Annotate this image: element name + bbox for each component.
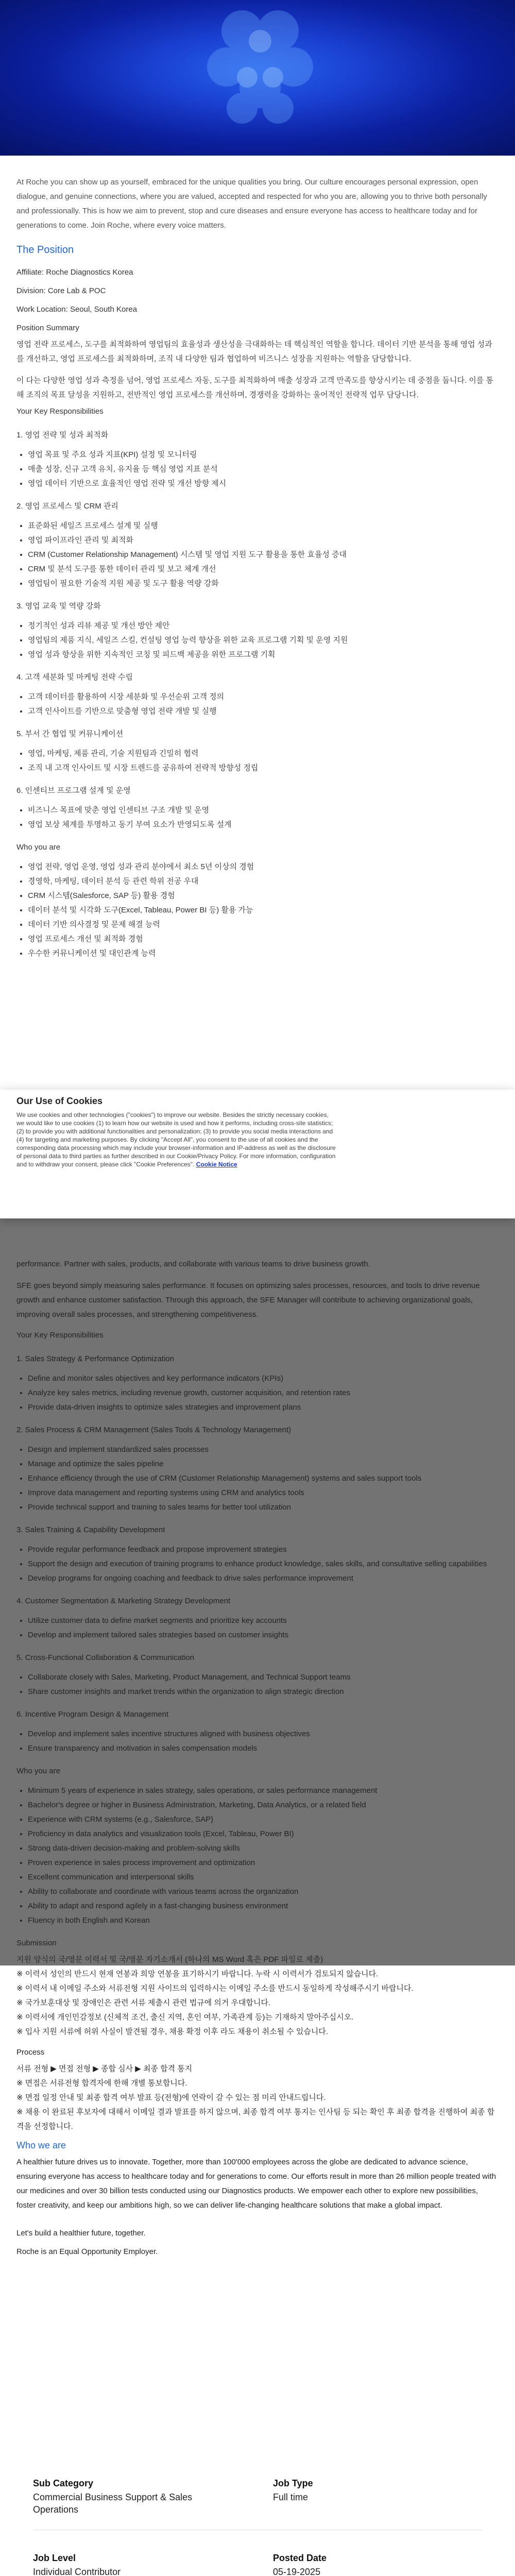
section-list: [16, 619, 499, 662]
detail-label: Job Type: [273, 2478, 313, 2488]
list-item: ※ 이력서 성인의 반드시 현재 연봉과 희망 연봉을 표기하시기 바랍니다. 누락 시 이력서가 검토되지 않습니다.: [16, 1970, 379, 1978]
list-item: • 고객 인사이트를 기반으로 맞춤형 영업 전략 개발 및 실행: [28, 704, 499, 719]
list-item: • CRM 및 분석 도구를 통한 데이터 관리 및 보고 체계 개선: [28, 562, 499, 577]
list-item: • 영업 파이프라인 관리 및 최적화: [28, 533, 499, 548]
en-responsibilities: [16, 1350, 499, 1756]
section-title: 4. Customer Segmentation & Marketing Strategy Development: [16, 1597, 231, 1605]
list-item: 서류 전형 ▶ 면접 전형 ▶ 종합 심사 ▶ 최종 합격 통지: [16, 2064, 193, 2073]
section-list: [16, 1443, 499, 1515]
list-item: • 영업 데이터 기반으로 효율적인 영업 전략 및 개선 방향 제시: [28, 477, 499, 491]
list-item: • Analyze key sales metrics, including revenue growth, customer acquisition, and retention rates: [28, 1386, 499, 1400]
list-item: • 표준화된 세일즈 프로세스 설계 및 실행: [28, 519, 499, 533]
list-item: • Proven experience in sales process improvement and optimization: [28, 1856, 499, 1870]
section-list: [16, 690, 499, 719]
list-item: • Experience with CRM systems (e.g., Salesforce, SAP): [28, 1812, 499, 1827]
section-title: 2. 영업 프로세스 및 CRM 관리: [16, 502, 118, 511]
list-item: ※ 이력서 내 이메일 주소와 서류전형 지원 사이트의 입력하시는 이메일 주소를 반드시 동일하게 작성해주시기 바랍니다.: [16, 1984, 414, 1993]
ko-who-label: Who you are: [16, 843, 61, 852]
list-item: • Provide technical support and training to sales teams for better tool utilization: [28, 1500, 499, 1515]
cookie-title: Our Use of Cookies: [16, 1096, 103, 1106]
section-title: 4. 고객 세분화 및 마케팅 전략 수립: [16, 673, 133, 682]
cookie-text: [16, 1111, 336, 1168]
list-item: • 데이터 분석 및 시각화 도구(Excel, Tableau, Power BI 등) 활용 가능: [28, 903, 499, 918]
list-item: • Fluency in both English and Korean: [28, 1913, 499, 1928]
section-list: [16, 519, 499, 591]
equal-employer: Roche is an Equal Opportunity Employer.: [16, 2247, 158, 2256]
summary-ko-2: 이 다는 다양한 영업 성과 측정을 넘어, 영업 프로세스 자동, 도구를 최적화하여 매출 성장과 고객 만족도를 향상시키는 데 중점을 둡니다. 이를 통해 조직의 목표 달성을 지원하고, 전반적인 영업 프로세스를 개선하며, 경쟁력을 강화하는 울어적인 전략적 업무 담당니다.: [16, 376, 493, 399]
section-title: 2. Sales Process & CRM Management (Sales Tools & Technology Management): [16, 1426, 291, 1434]
list-item: • Develop and implement sales incentive structures aligned with business objectives: [28, 1727, 499, 1741]
list-item: • Provide data-driven insights to optimize sales strategies and improvement plans: [28, 1400, 499, 1415]
detail-label: Posted Date: [273, 2553, 327, 2563]
hero-banner: [0, 0, 515, 156]
list-item: • 우수한 커뮤니케이션 및 대인관계 능력: [28, 946, 499, 961]
list-item: • 경영학, 마케팅, 데이터 분석 등 관련 학위 전공 우대: [28, 874, 499, 889]
section-list: [16, 448, 499, 491]
list-item: • 영업 목표 및 주요 성과 지표(KPI) 설정 및 모니터링: [28, 448, 499, 462]
list-item: • 영업 보상 체계를 투명하고 동기 부여 요소가 반영되도록 설계: [28, 818, 499, 832]
list-item: • 비즈니스 목표에 맞춘 영업 인센티브 구조 개발 및 운영: [28, 803, 499, 818]
ko-responsibilities-label: Your Key Responsibilities: [16, 407, 104, 416]
position-summary-label: Position Summary: [16, 324, 79, 332]
list-item: • 영업, 마케팅, 제품 관리, 기술 지원팀과 긴밀히 협력: [28, 747, 499, 761]
submission-label: Submission: [16, 1939, 57, 1947]
section-title: 3. 영업 교육 및 역량 강화: [16, 602, 101, 611]
job-description: [16, 175, 499, 967]
detail-sub-category: [33, 2478, 208, 2516]
division: Division: Core Lab & POC: [16, 286, 106, 295]
cookie-notice-link[interactable]: Cookie Notice: [196, 1161, 237, 1168]
list-item: • Ability to adapt and respond agilely in a fast-changing business environment: [28, 1899, 499, 1913]
submission-list: [16, 1953, 499, 2039]
detail-label: Sub Category: [33, 2478, 94, 2488]
list-item: ※ 이력서에 개인민감정보 (신체적 조건, 출신 지역, 혼인 여부, 가족관계 등)는 기재하지 말아주십시오.: [16, 2013, 354, 2022]
detail-job-level: [33, 2553, 208, 2576]
who-we-are-text: A healthier future drives us to innovate. Together, more than 100'000 employees across the globe are dedicated to advance science, ensuring everyone has access to healthcare today and for generations to come. Our efforts result in more than 26 million people treated with our medicines and over 30 billion tests conducted using our Diagnostics products. We empower each other to explore new possibilities, foster creativity, and keep our ambitions high, so we can deliver life-changing healthcare solutions that make a global impact.: [16, 2158, 496, 2210]
list-item: • 매출 성장, 신규 고객 유치, 유지율 등 핵심 영업 지표 분석: [28, 462, 499, 477]
list-item: • Share customer insights and market trends within the organization to align strategic direction: [28, 1685, 499, 1699]
ko-who-list: [16, 860, 499, 961]
list-item: • Design and implement standardized sales processes: [28, 1443, 499, 1457]
list-item: 지원 양식의 국/영문 이력서 및 국/영문 자기소개서 (하나의 MS Word 혹은 PDF 파일로 제출): [16, 1955, 323, 1964]
section-title: 5. Cross-Functional Collaboration & Communication: [16, 1653, 195, 1662]
list-item: • Utilize customer data to define market segments and prioritize key accounts: [28, 1614, 499, 1628]
detail-label: Job Level: [33, 2553, 76, 2563]
section-title: 1. 영업 전략 및 성과 최적화: [16, 431, 109, 439]
section-list: [16, 1371, 499, 1415]
list-item: • Define and monitor sales objectives and key performance indicators (KPIs): [28, 1371, 499, 1386]
detail-posted-date: [273, 2553, 448, 2576]
cookie-text-body: We use cookies and other technologies ("cookies") to improve our website. Besides the strictly necessary cookies, we would like to use cookies (1) to learn how our website is used and how it performs, including cross-site statistics; (2) to provide you with additional functionalities and personalization; (3) to provide you social media interactions and (4) for targeting and marketing purposes. By clicking "Accept All", you consent to the use of all cookies and the corresponding data processing which may include your browser-information and IP-address as well as the disclosure of personal data to third parties as further described in our Cookie/Privacy Policy. For more information, configuration and to withdraw your consent, please click "Cookie Preferences".: [16, 1111, 336, 1168]
position-heading: The Position: [16, 244, 74, 256]
process-list: [16, 2062, 499, 2134]
detail-value: Full time: [273, 2492, 308, 2502]
job-details: [0, 2427, 515, 2576]
en-who-list: [16, 1784, 499, 1928]
list-item: • Manage and optimize the sales pipeline: [28, 1457, 499, 1471]
section-list: [16, 803, 499, 832]
section-list: [16, 1614, 499, 1642]
en-responsibilities-label: Your Key Responsibilities: [16, 1331, 104, 1340]
list-item: • Proficiency in data analytics and visualization tools (Excel, Tableau, Power BI): [28, 1827, 499, 1841]
en-partial: performance. Partner with sales, products, and collaborate with various teams to drive business growth.: [16, 1260, 370, 1268]
hero-graphic: [0, 0, 515, 156]
process-label: Process: [16, 2048, 45, 2057]
list-item: • Excellent communication and interpersonal skills: [28, 1870, 499, 1885]
section-list: [16, 1543, 499, 1586]
section-title: 6. 인센티브 프로그램 설계 및 운영: [16, 786, 131, 795]
section-list: [16, 1670, 499, 1699]
section-list: [16, 747, 499, 775]
list-item: • Develop programs for ongoing coaching and feedback to drive sales performance improvement: [28, 1571, 499, 1586]
section-list: [16, 1727, 499, 1756]
lets-build: Let's build a healthier future, together.: [16, 2229, 146, 2238]
list-item: • 영업 프로세스 개선 및 최적화 경험: [28, 932, 499, 946]
list-item: • Collaborate closely with Sales, Marketing, Product Management, and Technical Support teams: [28, 1670, 499, 1685]
list-item: ※ 입사 지원 서류에 허위 사실이 발견될 경우, 채용 확정 이후 라도 채용이 취소될 수 있습니다.: [16, 2027, 329, 2036]
list-item: ※ 국가보훈대상 및 장애인은 관련 서류 제출시 관련 법규에 의거 우대합니다.: [16, 1998, 271, 2007]
list-item: • Ability to collaborate and coordinate with various teams across the organization: [28, 1885, 499, 1899]
section-title: 6. Incentive Program Design & Management: [16, 1710, 169, 1719]
list-item: • Improve data management and reporting systems using CRM and analytics tools: [28, 1486, 499, 1500]
list-item: • 조직 내 고객 인사이트 및 시장 트렌드를 공유하여 전략적 방향성 정립: [28, 761, 499, 775]
detail-job-type: [273, 2478, 448, 2503]
detail-value: 05-19-2025: [273, 2567, 321, 2576]
detail-value: Individual Contributor: [33, 2567, 121, 2576]
list-item: • 데이터 기반 의사결정 및 문제 해결 능력: [28, 918, 499, 932]
list-item: • 영업팀의 제품 지식, 세일즈 스킬, 컨설팅 영업 능력 향상을 위한 교육 프로그램 기획 및 운영 지원: [28, 633, 499, 648]
list-item: • Bachelor's degree or higher in Business Administration, Marketing, Data Analytics, or a related field: [28, 1798, 499, 1812]
list-item: • 영업 전략, 영업 운영, 영업 성과 관리 분야에서 최소 5년 이상의 경험: [28, 860, 499, 874]
list-item: • Develop and implement tailored sales strategies based on customer insights: [28, 1628, 499, 1642]
list-item: • Strong data-driven decision-making and problem-solving skills: [28, 1841, 499, 1856]
list-item: ※ 면접은 서류전형 합격자에 한해 개별 통보합니다.: [16, 2079, 187, 2088]
en-summary: SFE goes beyond simply measuring sales performance. It focuses on optimizing sales processes, resources, and tools to drive revenue growth and enhance customer satisfaction. Through this approach, the SFE Manager will contribute to achieving organizational goals, improving overall sales processes, and strengthening competitiveness.: [16, 1281, 480, 1319]
list-item: • Ensure transparency and motivation in sales compensation models: [28, 1741, 499, 1756]
intro-text: At Roche you can show up as yourself, embraced for the unique qualities you bring. Our culture encourages personal expression, open dialogue, and genuine connections, where you are valued, accepted and respected for who you are, allowing you to thrive both personally and professionally. This is how we aim to prevent, stop and cure diseases and ensure everyone has access to healthcare today and for generations to come. Join Roche, where every voice matters.: [16, 178, 487, 230]
list-item: • Support the design and execution of training programs to enhance product knowledge, sales skills, and consultative selling capabilities: [28, 1557, 499, 1571]
job-description-en: [16, 1257, 499, 2259]
ko-responsibilities: [16, 426, 499, 832]
list-item: • 영업 성과 향상을 위한 지속적인 코칭 및 피드백 제공을 위한 프로그램 기획: [28, 648, 499, 662]
list-item: ※ 면접 일정 안내 및 최종 합격 여부 발표 등(전형)에 연락이 갈 수 있는 점 미리 안내드립니다.: [16, 2093, 326, 2102]
list-item: • 고객 데이터를 활용하여 시장 세분화 및 우선순위 고객 정의: [28, 690, 499, 704]
summary-ko: 영업 전략 프로세스, 도구를 최적화하여 영업팀의 효율성과 생산성을 극대화하는 데 핵심적인 역할을 합니다. 데이터 기반 분석을 통해 영업 성과를 개선하고, 영업 프로세스를 최적화하며, 조직 내 다양한 팀과 협업하여 비즈니스 성장을 지원하는 역할을 담당합니다.: [16, 340, 492, 363]
work-location: Work Location: Seoul, South Korea: [16, 305, 138, 314]
list-item: • 정기적인 성과 리뷰 제공 및 개선 방안 제안: [28, 619, 499, 633]
who-we-are-heading: Who we are: [16, 2140, 66, 2150]
section-title: 5. 부서 간 협업 및 커뮤니케이션: [16, 730, 124, 738]
section-title: 3. Sales Training & Capability Development: [16, 1526, 165, 1534]
en-who-label: Who you are: [16, 1767, 61, 1775]
detail-value: Commercial Business Support & Sales Operations: [33, 2492, 193, 2515]
list-item: • CRM 시스템(Salesforce, SAP 등) 활용 경험: [28, 889, 499, 903]
list-item: • Minimum 5 years of experience in sales strategy, sales operations, or sales performance management: [28, 1784, 499, 1798]
list-item: • CRM (Customer Relationship Management) 시스템 및 영업 지원 도구 활용을 통한 효율성 증대: [28, 548, 499, 562]
list-item: • 영업팀이 필요한 기술적 지원 제공 및 도구 활용 역량 강화: [28, 577, 499, 591]
affiliate: Affiliate: Roche Diagnostics Korea: [16, 268, 133, 277]
list-item: • Enhance efficiency through the use of CRM (Customer Relationship Management) systems and sales support tools: [28, 1471, 499, 1486]
list-item: • Provide regular performance feedback and propose improvement strategies: [28, 1543, 499, 1557]
list-item: ※ 채용 이 완료된 후보자에 대해서 이메일 결과 발표를 하지 않으며, 최종 합격 여부 통지는 인사팀 등 되는 확인 후 최종 합격을 진행하여 최종 합격을 선정합니다.: [16, 2108, 495, 2131]
section-title: 1. Sales Strategy & Performance Optimization: [16, 1354, 174, 1363]
cookie-banner: [0, 1090, 515, 1218]
